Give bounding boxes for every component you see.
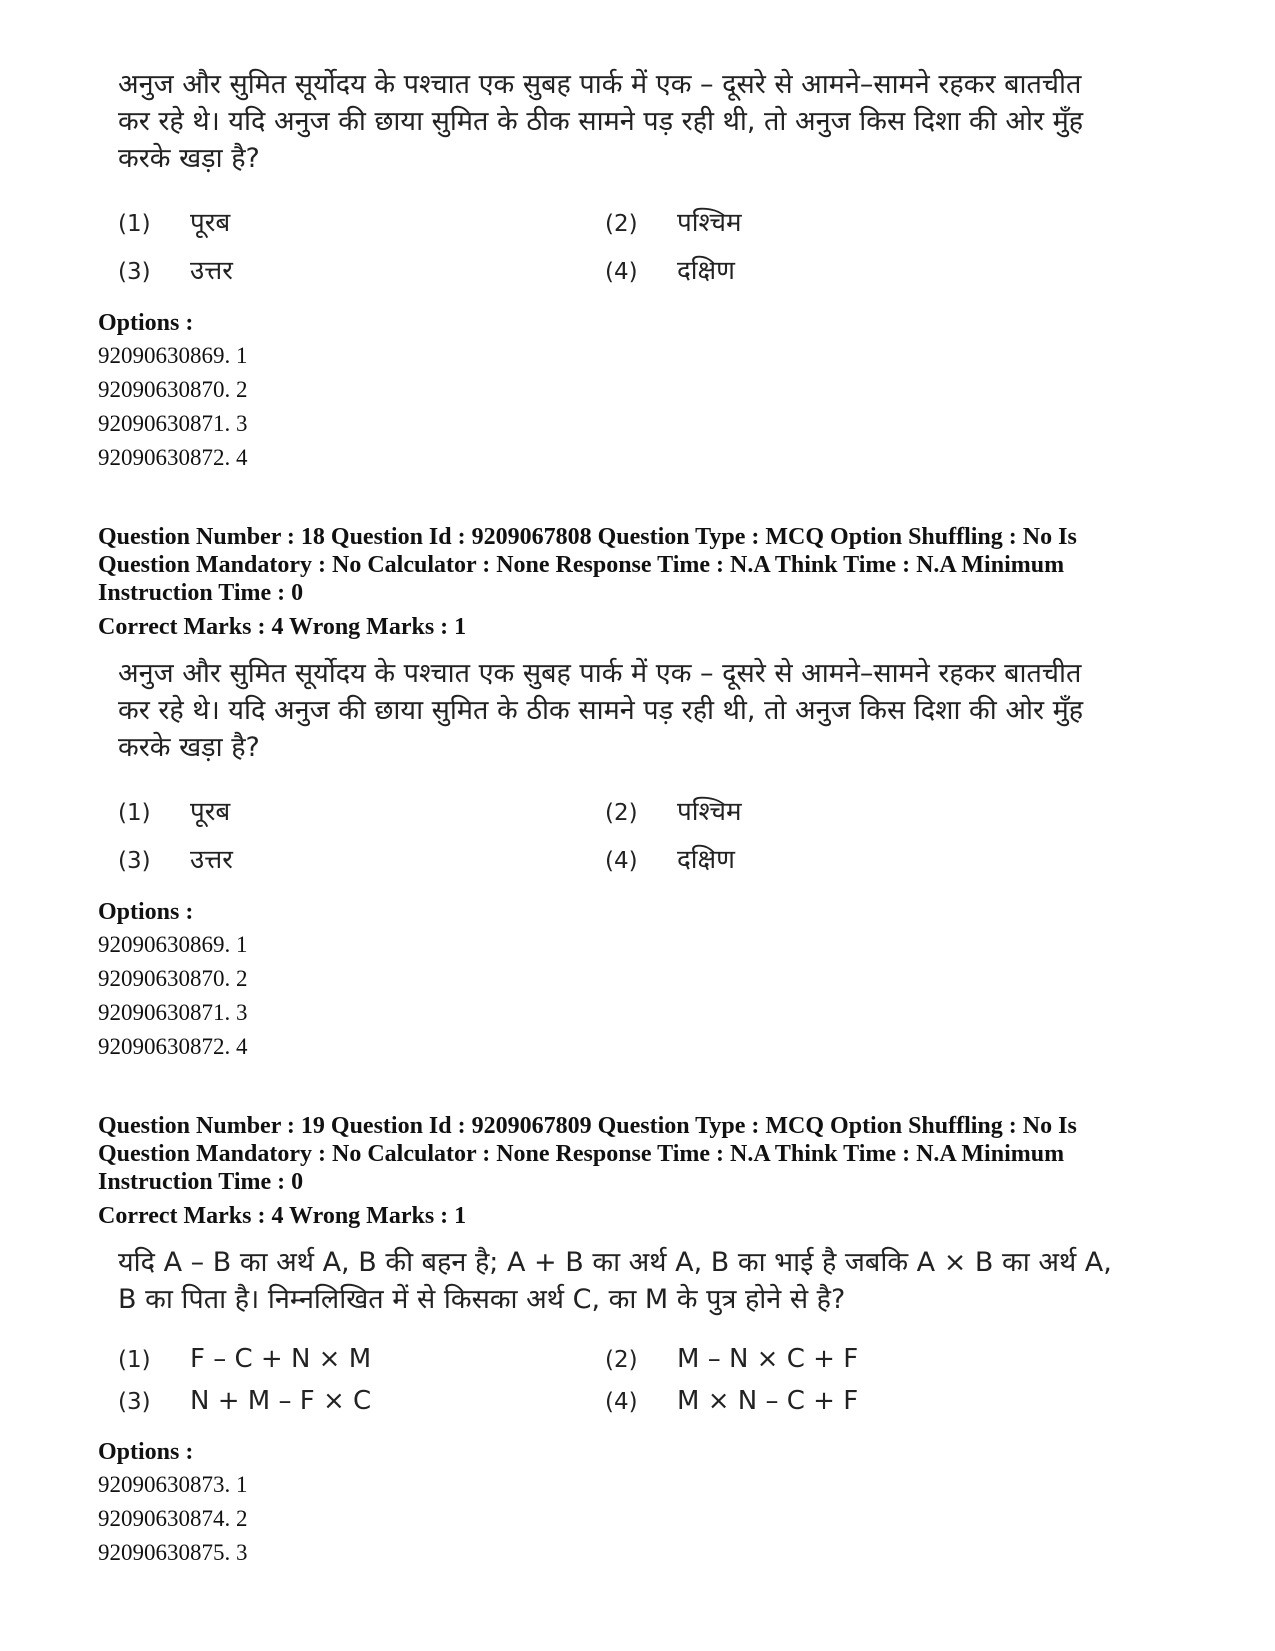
choice-4: [605, 1386, 1005, 1416]
choice-grid: [118, 1344, 1188, 1416]
question-text: अनुज और सुमित सूर्योदय के पश्चात एक सुबह पार्क में एक – दूसरे से आमने–सामने रहकर बातचीत कर रहे थे। यदि अनुज की छाया सुमित के ठीक सामने पड़ रही थी, तो अनुज किस दिशा की ओर मुँह करके खड़ा है?: [118, 69, 1084, 174]
choice-text: दक्षिण: [677, 256, 735, 286]
choice-2: [605, 203, 1005, 239]
choice-text: F – C + N × M: [190, 1344, 372, 1374]
choice-1: [118, 1344, 605, 1374]
choice-number: (2): [605, 211, 638, 237]
choice-number: (1): [118, 800, 151, 826]
choice-number: (4): [605, 1389, 638, 1415]
choice-grid: [118, 792, 1188, 876]
choice-number: (4): [605, 259, 638, 285]
option-id-row: 92090630874. 2: [98, 1506, 248, 1531]
question-image: [118, 1244, 1188, 1416]
options-label: Options :: [98, 310, 194, 336]
option-id-row: 92090630872. 4: [98, 1034, 248, 1059]
choice-text: N + M – F × C: [190, 1386, 372, 1416]
options-list: [98, 339, 1188, 475]
question-image: [118, 655, 1188, 876]
question-meta: Question Number : 18 Question Id : 9209067808 Question Type : MCQ Option Shuffling : No Is Question Mandatory : No Calculator : None Response Time : N.A Think Time : N.A Minimum Instruction Time : 0: [98, 524, 1077, 606]
choice-text: पश्चिम: [677, 208, 742, 238]
choice-text: M – N × C + F: [677, 1344, 859, 1374]
options-list: [98, 1468, 1188, 1570]
choice-number: (1): [118, 211, 151, 237]
option-id-row: 92090630869. 1: [98, 932, 248, 957]
question-meta: Question Number : 19 Question Id : 9209067809 Question Type : MCQ Option Shuffling : No Is Question Mandatory : No Calculator : None Response Time : N.A Think Time : N.A Minimum Instruction Time : 0: [98, 1113, 1077, 1195]
option-id-row: 92090630872. 4: [98, 445, 248, 470]
choice-number: (3): [118, 848, 151, 874]
question-block-18: [98, 523, 1188, 1064]
option-id-row: 92090630873. 1: [98, 1472, 248, 1497]
question-block-17: [98, 0, 1188, 475]
option-id-row: 92090630875. 3: [98, 1540, 248, 1565]
option-id-row: 92090630869. 1: [98, 343, 248, 368]
choice-number: (3): [118, 1389, 151, 1415]
option-id-row: 92090630870. 2: [98, 966, 248, 991]
choice-number: (4): [605, 848, 638, 874]
choice-3: [118, 1386, 605, 1416]
option-id-row: 92090630871. 3: [98, 411, 248, 436]
choice-3: [118, 251, 605, 287]
question-marks: Correct Marks : 4 Wrong Marks : 1: [98, 1203, 467, 1229]
document-page: [98, 0, 1188, 1570]
choice-text: उत्तर: [190, 256, 233, 286]
choice-number: (3): [118, 259, 151, 285]
choice-text: पश्चिम: [677, 797, 742, 827]
option-id-row: 92090630870. 2: [98, 377, 248, 402]
choice-2: [605, 792, 1005, 828]
choice-text: दक्षिण: [677, 845, 735, 875]
question-marks: Correct Marks : 4 Wrong Marks : 1: [98, 614, 467, 640]
choice-4: [605, 840, 1005, 876]
options-label: Options :: [98, 899, 194, 925]
choice-text: M × N – C + F: [677, 1386, 859, 1416]
option-id-row: 92090630871. 3: [98, 1000, 248, 1025]
choice-text: उत्तर: [190, 845, 233, 875]
question-block-19: [98, 1112, 1188, 1570]
choice-1: [118, 792, 605, 828]
question-image: [118, 66, 1188, 287]
choice-number: (2): [605, 800, 638, 826]
options-list: [98, 928, 1188, 1064]
choice-grid: [118, 203, 1188, 287]
choice-number: (2): [605, 1347, 638, 1373]
options-label: Options :: [98, 1439, 194, 1465]
choice-3: [118, 840, 605, 876]
choice-text: पूरब: [190, 797, 231, 827]
choice-1: [118, 203, 605, 239]
choice-2: [605, 1344, 1005, 1374]
question-text: अनुज और सुमित सूर्योदय के पश्चात एक सुबह पार्क में एक – दूसरे से आमने–सामने रहकर बातचीत कर रहे थे। यदि अनुज की छाया सुमित के ठीक सामने पड़ रही थी, तो अनुज किस दिशा की ओर मुँह करके खड़ा है?: [118, 658, 1084, 763]
choice-4: [605, 251, 1005, 287]
choice-text: पूरब: [190, 208, 231, 238]
choice-number: (1): [118, 1347, 151, 1373]
question-text: यदि A – B का अर्थ A, B की बहन है; A + B का अर्थ A, B का भाई है जबकि A × B का अर्थ A, B का पिता है। निम्नलिखित में से किसका अर्थ C, का M के पुत्र होने से है?: [118, 1247, 1112, 1315]
